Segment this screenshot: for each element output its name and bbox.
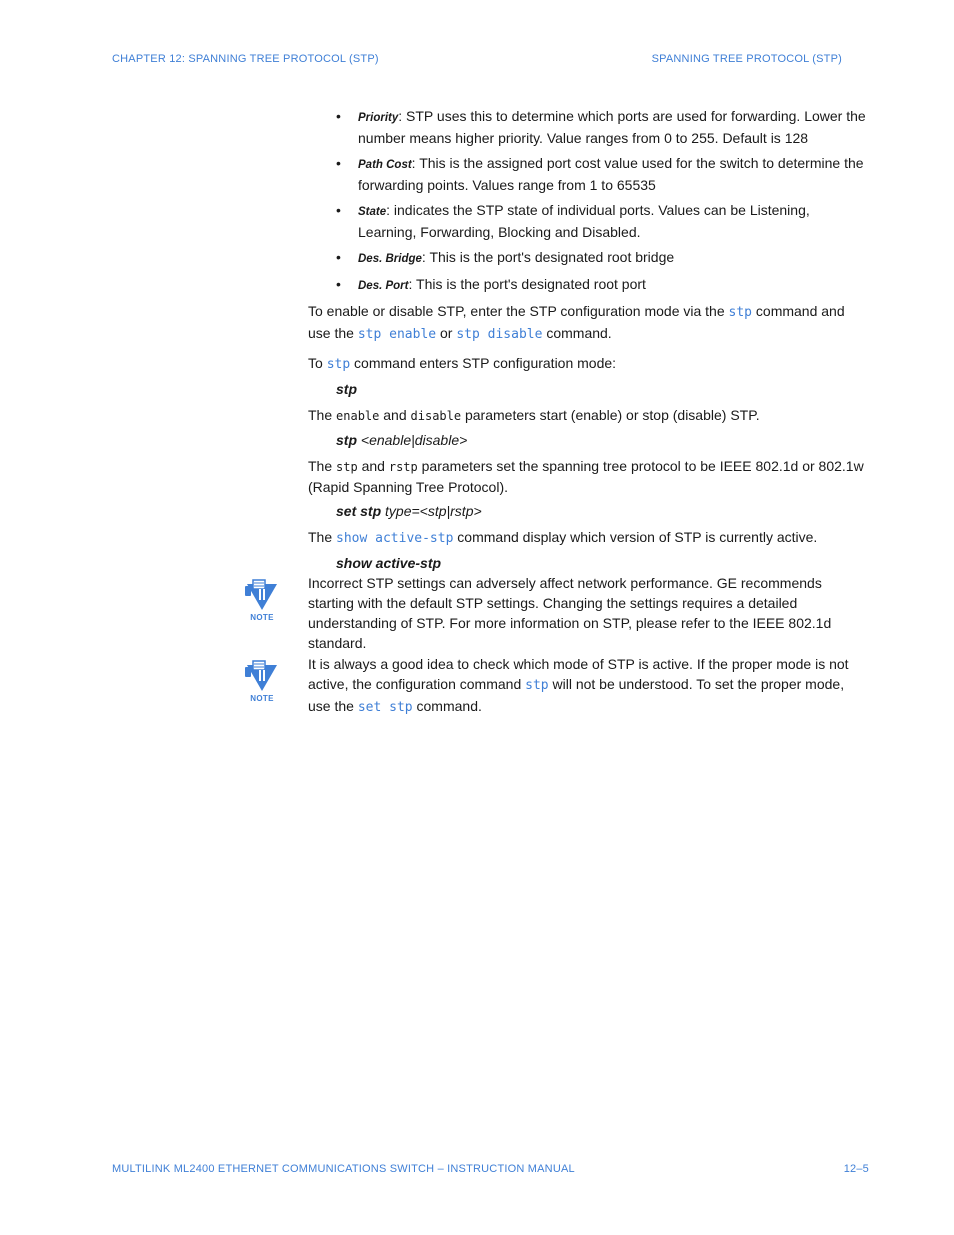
text: will not be understood. To set the proper mode, use the bbox=[308, 676, 845, 714]
note-label: NOTE bbox=[250, 694, 274, 703]
syntax-stp bbox=[336, 379, 870, 399]
command-stp-enable: stp enable bbox=[357, 327, 437, 342]
note-hand-icon bbox=[242, 659, 282, 695]
running-header-section: SPANNING TREE PROTOCOL (STP) bbox=[651, 53, 842, 65]
term-description: : This is the assigned port cost value used for the switch to determine the forwarding points. Values range from 1 to 65535 bbox=[358, 155, 864, 193]
main-content bbox=[308, 106, 870, 579]
command-stp-disable: stp disable bbox=[456, 327, 543, 342]
note-incorrect-settings bbox=[308, 573, 870, 653]
syntax-keyword: stp bbox=[336, 381, 357, 397]
list-item bbox=[308, 106, 870, 148]
text: Incorrect STP settings can adversely affect network performance. GE recommends starting with the default STP settings. Changing the settings requires a detailed understanding of STP. For more information on STP, please refer to the IEEE 802.1d standard. bbox=[308, 575, 832, 651]
syntax-argument: <enable|disable> bbox=[357, 432, 468, 448]
command-set-stp: set stp bbox=[357, 700, 413, 715]
note-check-mode bbox=[308, 654, 870, 718]
term-label: Path Cost bbox=[358, 159, 412, 171]
term-description: : This is the port's designated root bridge bbox=[421, 249, 675, 265]
page-number: 12–5 bbox=[843, 1163, 869, 1175]
term-label: Des. Port bbox=[358, 280, 409, 292]
term-label: Des. Bridge bbox=[358, 253, 422, 265]
paragraph-enable-disable bbox=[308, 301, 870, 345]
syntax-show-active-stp bbox=[336, 553, 870, 573]
text: command. bbox=[542, 325, 612, 341]
command-stp: stp bbox=[525, 678, 549, 693]
text: The bbox=[308, 458, 337, 474]
list-item bbox=[308, 247, 870, 269]
param-rstp: rstp bbox=[388, 460, 418, 474]
text: parameters start (enable) or stop (disable) STP. bbox=[461, 407, 760, 423]
term-description: : STP uses this to determine which ports are used for forwarding. Lower the number means higher priority. Value ranges from 0 to 255. Default is 128 bbox=[358, 108, 866, 146]
text: or bbox=[436, 325, 457, 341]
command-stp: stp bbox=[326, 357, 351, 372]
text: command. bbox=[412, 698, 482, 714]
syntax-set-stp bbox=[336, 501, 870, 521]
list-item bbox=[308, 274, 870, 296]
note-icon bbox=[242, 578, 282, 622]
param-enable: enable bbox=[336, 409, 380, 423]
param-disable: disable bbox=[410, 409, 462, 423]
syntax-argument: type=<stp|rstp> bbox=[381, 503, 482, 519]
text: and bbox=[357, 458, 389, 474]
syntax-keyword: stp bbox=[336, 432, 357, 448]
text: command enters STP configuration mode: bbox=[350, 355, 617, 371]
term-description: : indicates the STP state of individual ports. Values can be Listening, Learning, Forwarding, Blocking and Disabled. bbox=[358, 202, 810, 240]
list-item bbox=[308, 200, 870, 242]
running-header-chapter: CHAPTER 12: SPANNING TREE PROTOCOL (STP) bbox=[112, 53, 379, 65]
list-item bbox=[308, 153, 870, 195]
text: command and use the bbox=[308, 303, 845, 341]
paragraph-protocol-type bbox=[308, 456, 870, 497]
syntax-keyword: show active-stp bbox=[336, 555, 442, 571]
syntax-keyword: set stp bbox=[336, 503, 382, 519]
running-footer-title: MULTILINK ML2400 ETHERNET COMMUNICATIONS SWITCH – INSTRUCTION MANUAL bbox=[112, 1163, 575, 1175]
text: To bbox=[308, 355, 327, 371]
command-stp: stp bbox=[728, 305, 753, 320]
text: It is always a good idea to check which mode of STP is active. If the proper mode is not active, the configuration command bbox=[308, 656, 849, 692]
text: parameters set the spanning tree protocol to be IEEE 802.1d or 802.1w (Rapid Spanning Tree Protocol). bbox=[308, 458, 864, 495]
term-label: State bbox=[358, 206, 387, 218]
text: command display which version of STP is currently active. bbox=[453, 529, 818, 545]
paragraph-config-mode bbox=[308, 353, 870, 375]
term-label: Priority bbox=[358, 112, 399, 124]
note-icon bbox=[242, 659, 282, 703]
syntax-stp-enable-disable bbox=[336, 430, 870, 450]
note-hand-icon bbox=[242, 578, 282, 614]
term-description: : This is the port's designated root port bbox=[408, 276, 646, 292]
paragraph-enable-params bbox=[308, 405, 870, 426]
text: The bbox=[308, 529, 337, 545]
text: To enable or disable STP, enter the STP configuration mode via the bbox=[308, 303, 729, 319]
port-field-list bbox=[308, 106, 870, 296]
note-label: NOTE bbox=[250, 613, 274, 622]
text: and bbox=[379, 407, 411, 423]
param-stp: stp bbox=[336, 460, 358, 474]
command-show-active-stp: show active-stp bbox=[336, 531, 454, 546]
text: The bbox=[308, 407, 337, 423]
paragraph-show-active bbox=[308, 527, 870, 549]
